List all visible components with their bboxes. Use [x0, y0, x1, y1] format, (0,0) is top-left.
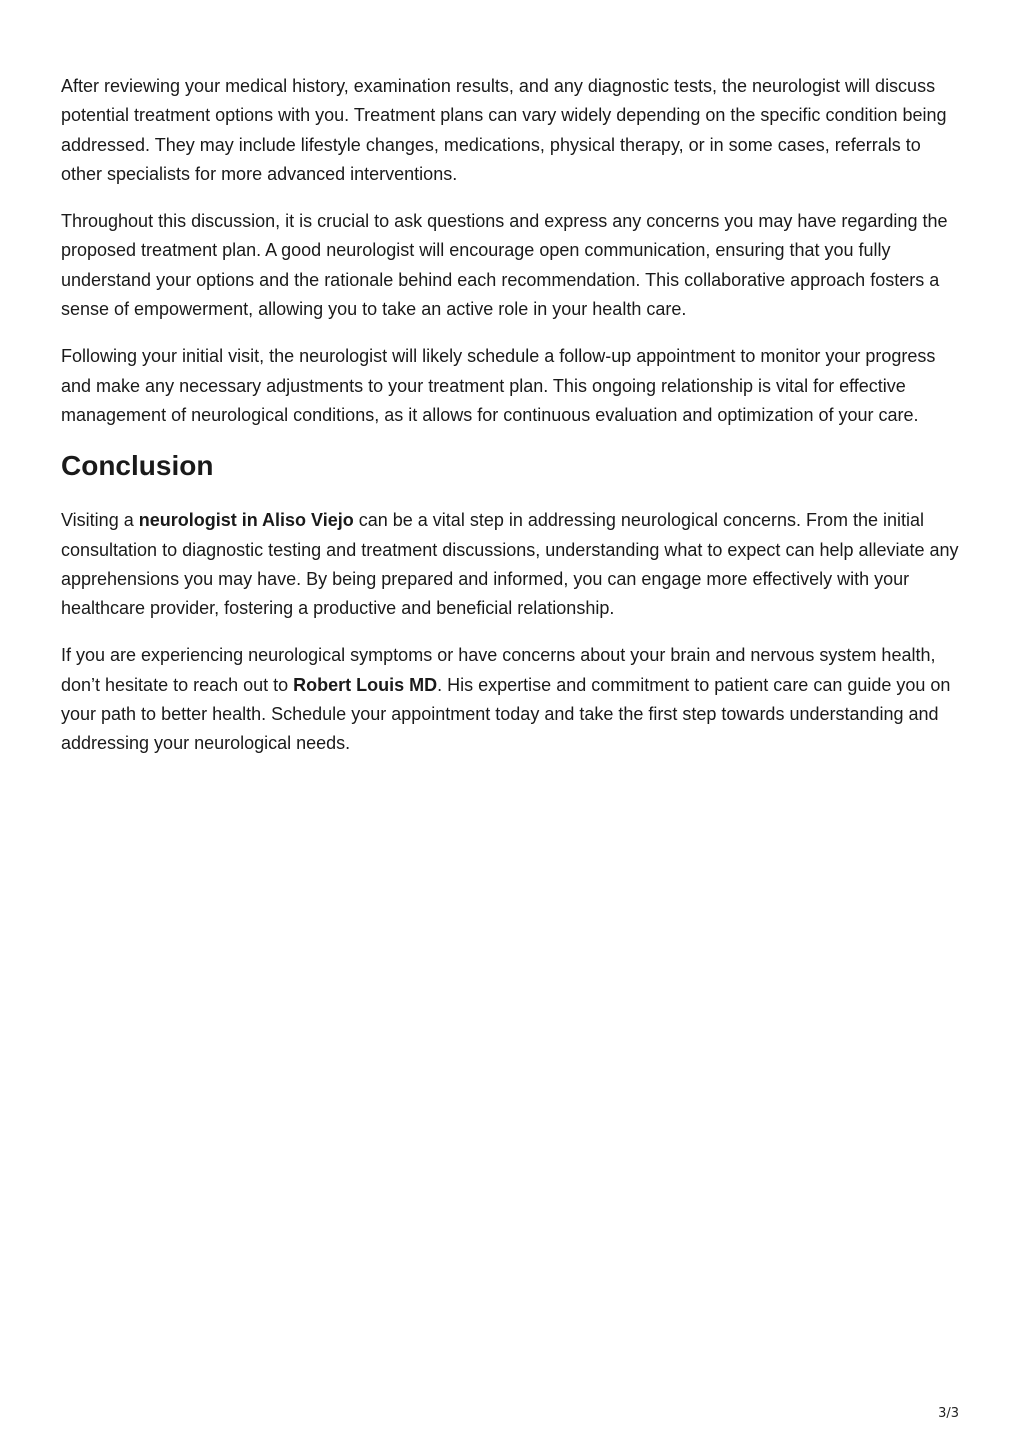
conclusion-visit-text-start: Visiting a [61, 510, 139, 531]
robert-louis-md-name: Robert Louis MD [293, 674, 438, 695]
paragraph-follow-up: Following your initial visit, the neurologist will likely schedule a follow-up appointment to monitor your progress and make any necessary adjustments to your treatment plan. This ongoing relationship is vital for effective management of neurological conditions, as it allows for continuous evaluation and optimization of your care. [61, 346, 936, 425]
paragraph-conclusion-visit [61, 506, 965, 623]
conclusion-contact-text-end: . His expertise and commitment to patient care can guide you on your path to better health. Schedule your appointment today and take the first step towards understanding and addressing your neurological needs. [61, 674, 951, 754]
paragraph-conclusion-contact [61, 641, 965, 758]
conclusion-contact-text-start: If you are experiencing neurological symptoms or have concerns about your brain and nervous system health, don’t hesitate to reach out to [61, 645, 936, 695]
neurologist-aliso-viejo-keyword: neurologist in Aliso Viejo [138, 510, 354, 531]
conclusion-heading: Conclusion [61, 450, 214, 482]
conclusion-visit-text-end: can be a vital step in addressing neurological concerns. From the initial consultation to diagnostic testing and treatment discussions, understanding what to expect can help alleviate any apprehensions you may have. By being prepared and informed, you can engage more effectively with your healthcare provider, fostering a productive and beneficial relationship. [61, 510, 959, 619]
document-page [61, 72, 965, 777]
paragraph-discussion: Throughout this discussion, it is crucial to ask questions and express any concerns you may have regarding the proposed treatment plan. A good neurologist will encourage open communication, ensuring that you fully understand your options and the rationale behind each recommendation. This collaborative approach fosters a sense of empowerment, allowing you to take an active role in your health care. [61, 211, 948, 320]
page-number: 3/3 [938, 1406, 959, 1421]
paragraph-treatment-options: After reviewing your medical history, examination results, and any diagnostic tests, the neurologist will discuss potential treatment options with you. Treatment plans can vary widely depending on the specific condition being addressed. They may include lifestyle changes, medications, physical therapy, or in some cases, referrals to other specialists for more advanced interventions. [61, 76, 947, 184]
